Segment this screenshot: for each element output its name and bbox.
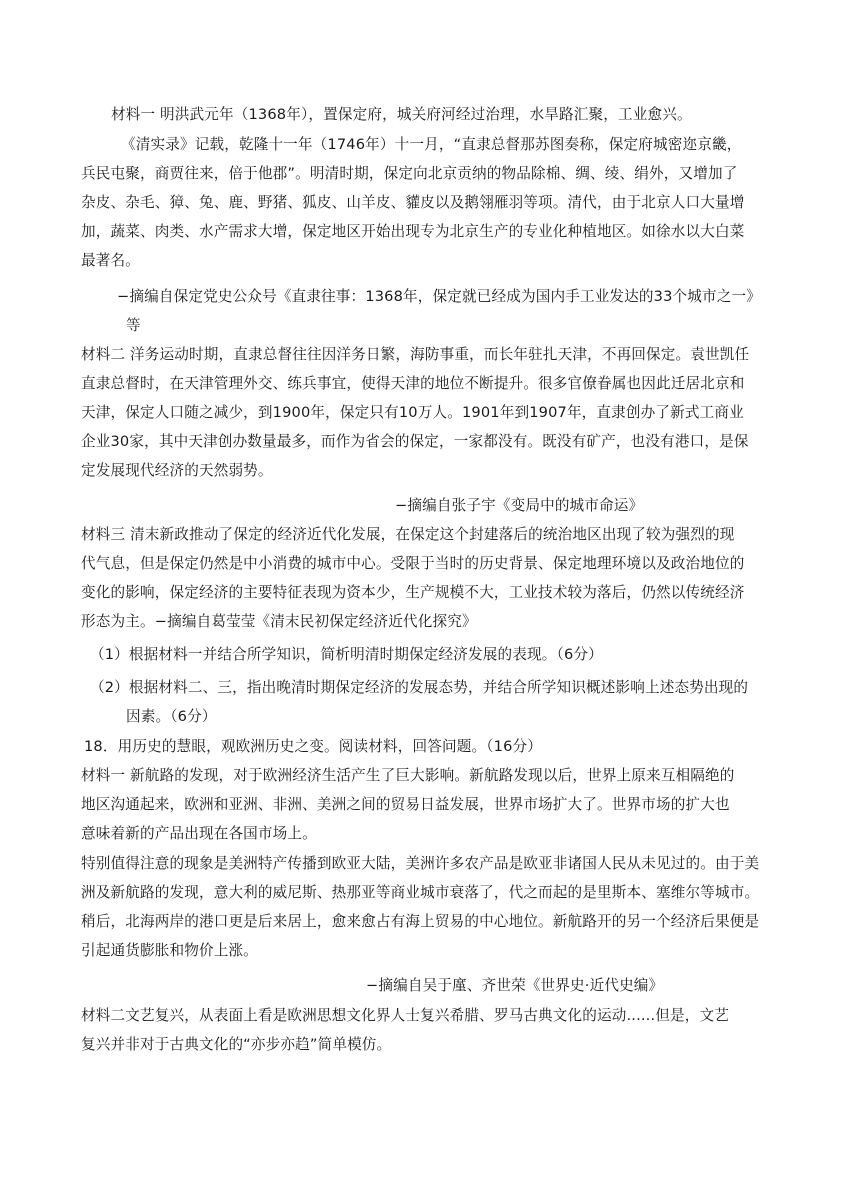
text-line: 代气息，但是保定仍然是中小消费的城市中心。受限于当时的历史背景、保定地理环境以及政治地位的 xyxy=(81,555,745,572)
text-line: 变化的影响，保定经济的主要特征表现为资本少，生产规模不大，工业技术较为落后，仍然以传统经济 xyxy=(81,584,745,601)
text-line: 稍后，北海两岸的港口更是后来居上，愈来愈占有海上贸易的中心地位。新航路开的另一个经济后果便是 xyxy=(81,913,760,930)
source-citation: −摘编自吴于廑、齐世荣《世界史·近代史编》 xyxy=(366,977,664,994)
text-line: 直隶总督时，在天津管理外交、练兵事宜，使得天津的地位不断提升。很多官僚眷属也因此迁居北京和 xyxy=(81,375,745,392)
source-citation: −摘编自张子宇《变局中的城市命运》 xyxy=(395,497,644,514)
text-line: 最著名。 xyxy=(81,252,140,269)
text-line: 意味着新的产品出现在各国市场上。 xyxy=(81,825,317,842)
question-heading: 18．用历史的慧眼，观欧洲历史之变。阅读材料，回答问题。（16分） xyxy=(84,738,543,755)
text-line: 复兴并非对于古典文化的“亦步亦趋”简单模仿。 xyxy=(81,1036,392,1053)
source-citation: −摘编自保定党史公众号《直隶往事：1368年，保定就已经成为国内手工业发达的33个城市之一》 xyxy=(117,288,761,305)
text-line: 加，蔬菜、肉类、水产需求大增，保定地区开始出现专为北京生产的专业化种植地区。如徐水以大白菜 xyxy=(81,223,745,240)
question-item: 因素。（6分） xyxy=(126,708,217,725)
source-citation: 等 xyxy=(126,317,141,334)
text-line: 天津，保定人口随之减少，到1900年，保定只有10万人。1901年到1907年，直隶创办了新式工商业 xyxy=(81,404,744,421)
text-line: 材料一 明洪武元年（1368年），置保定府，城关府河经过治理，水旱路汇聚，工业愈兴。 xyxy=(111,106,692,123)
text-line: 材料二文艺复兴，从表面上看是欧洲思想文化界人士复兴希腊、罗马古典文化的运动......但是，文艺 xyxy=(81,1007,729,1024)
question-item: （1）根据材料一并结合所学知识，简析明清时期保定经济发展的表现。（6分） xyxy=(90,646,603,663)
text-line: 企业30家，其中天津创办数量最多，而作为省会的保定，一家都没有。既没有矿产，也没有港口，是保 xyxy=(81,433,749,450)
text-line: 材料一 新航路的发现，对于欧洲经济生活产生了巨大影响。新航路发现以后，世界上原来互相隔绝的 xyxy=(81,767,735,784)
text-line: 引起通货膨胀和物价上涨。 xyxy=(81,942,258,959)
text-line: 地区沟通起来，欧洲和亚洲、非洲、美洲之间的贸易日益发展，世界市场扩大了。世界市场的扩大也 xyxy=(81,796,730,813)
text-line: 材料三 清末新政推动了保定的经济近代化发展，在保定这个封建落后的统治地区出现了较为强烈的现 xyxy=(81,526,735,543)
text-line: 洲及新航路的发现，意大利的威尼斯、热那亚等商业城市衰落了，代之而起的是里斯本、塞维尔等城市。 xyxy=(81,884,760,901)
question-item: （2）根据材料二、三，指出晚清时期保定经济的发展态势，并结合所学知识概述影响上述态势出现的 xyxy=(90,679,749,696)
text-line: 形态为主。−摘编自葛莹莹《清末民初保定经济近代化探究》 xyxy=(81,613,477,630)
text-line: 《清实录》记载，乾隆十一年（1746年）十一月，“直隶总督那苏图奏称，保定府城密迩京畿， xyxy=(121,136,742,153)
text-line: 定发展现代经济的天然弱势。 xyxy=(81,462,273,479)
text-line: 特别值得注意的现象是美洲特产传播到欧亚大陆，美洲许多农产品是欧亚非诸国人民从未见过的。由于美 xyxy=(81,855,760,872)
text-line: 杂皮、杂毛、獐、兔、鹿、野猪、狐皮、山羊皮、貛皮以及鹅翎雁羽等项。清代，由于北京人口大量增 xyxy=(81,194,745,211)
text-line: 兵民屯聚，商贾往来，倍于他郡”。明清时期，保定向北京贡纳的物品除棉、绸、绫、绢外，又增加了 xyxy=(81,165,738,182)
text-line: 材料二 洋务运动时期，直隶总督往往因洋务日繁，海防事重，而长年驻扎天津，不再回保定。袁世凯任 xyxy=(81,346,750,363)
